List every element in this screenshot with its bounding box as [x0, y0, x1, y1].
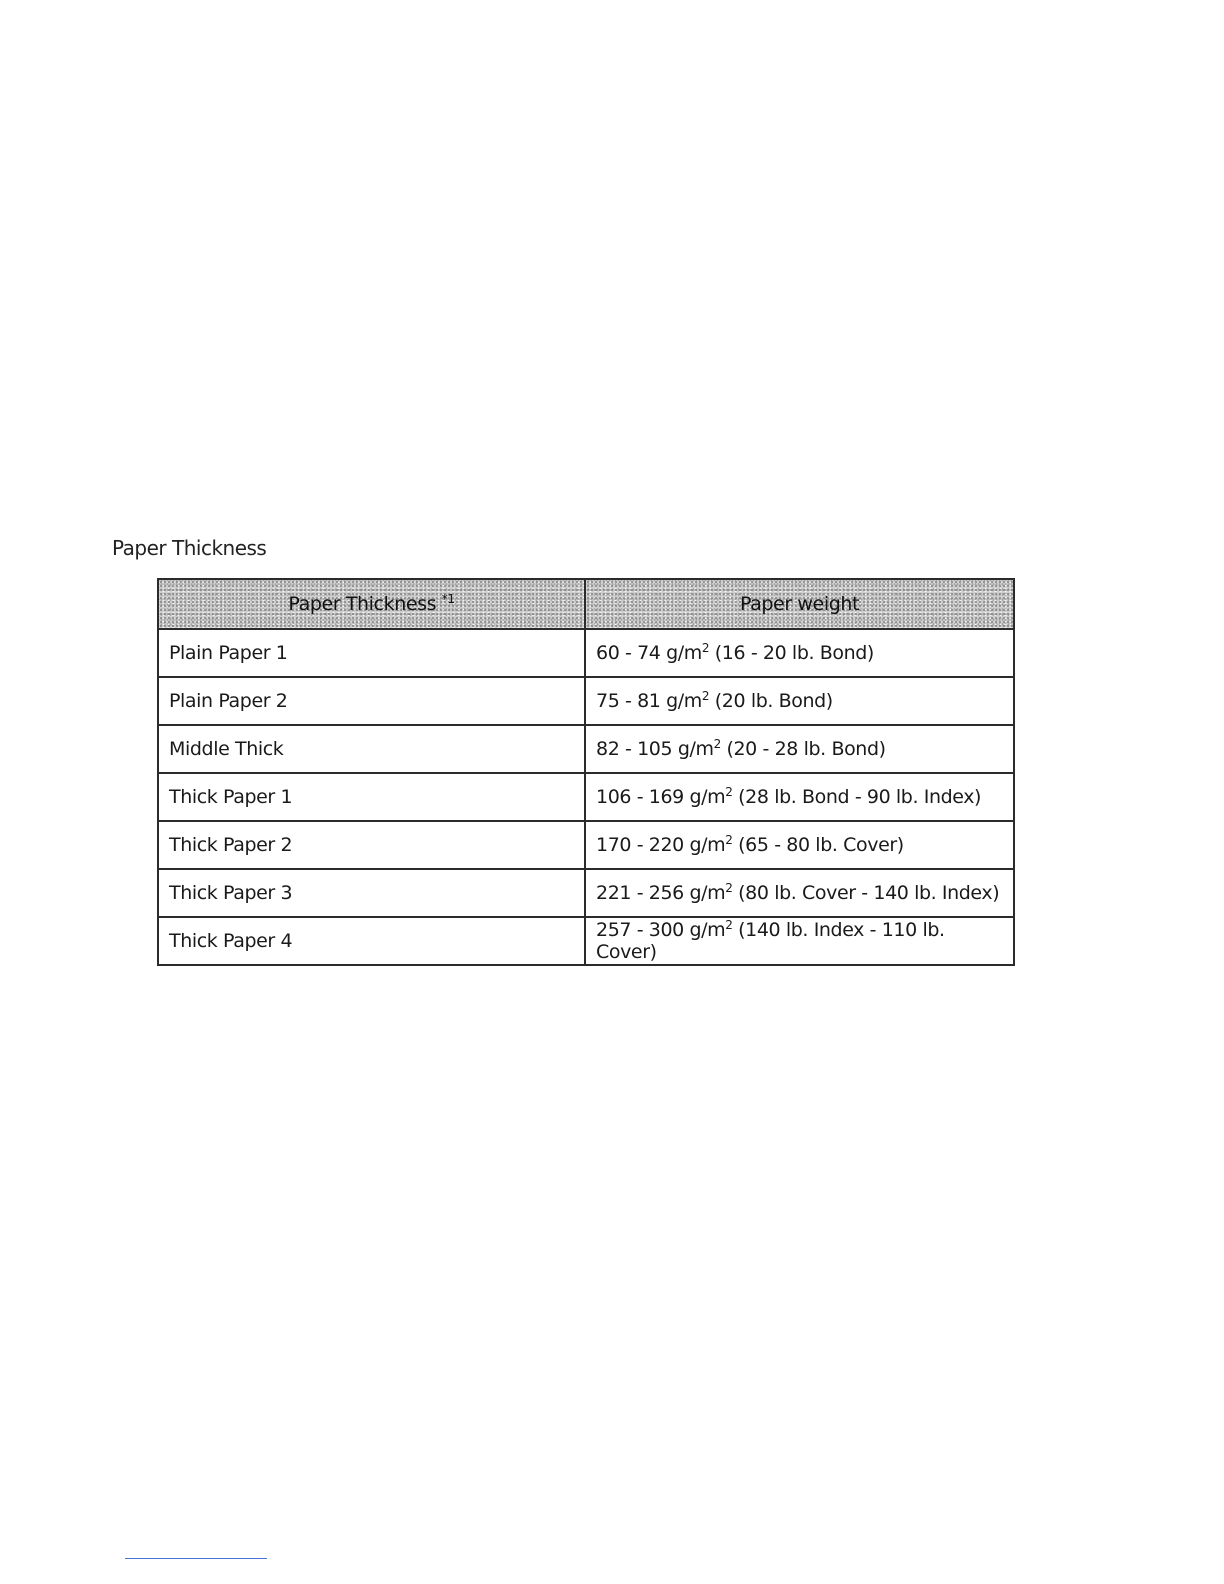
footnote-marker: *1 — [441, 592, 455, 606]
weight-cell — [585, 725, 1014, 773]
table-row — [158, 773, 1014, 821]
thickness-cell: Plain Paper 1 — [158, 629, 585, 677]
thickness-cell: Plain Paper 2 — [158, 677, 585, 725]
thickness-cell: Thick Paper 4 — [158, 917, 585, 965]
weight-value: 82 - 105 g/m — [596, 738, 714, 760]
footnote-separator — [125, 1558, 267, 1559]
column-header-paper-thickness — [158, 579, 585, 629]
weight-equivalent: (65 - 80 lb. Cover) — [732, 834, 904, 856]
weight-cell — [585, 773, 1014, 821]
weight-cell — [585, 677, 1014, 725]
thickness-cell: Middle Thick — [158, 725, 585, 773]
weight-cell — [585, 869, 1014, 917]
weight-exponent: 2 — [725, 785, 733, 799]
table-row — [158, 725, 1014, 773]
table-header-row — [158, 579, 1014, 629]
weight-exponent: 2 — [701, 689, 710, 703]
table-row — [158, 869, 1014, 917]
weight-value: 170 - 220 g/m — [596, 834, 726, 856]
weight-equivalent: (20 - 28 lb. Bond) — [720, 738, 886, 760]
weight-equivalent: (20 lb. Bond) — [709, 690, 833, 712]
column-header-label: Paper weight — [739, 593, 860, 615]
table-row — [158, 629, 1014, 677]
weight-cell — [585, 917, 1014, 965]
weight-value: 106 - 169 g/m — [596, 786, 726, 808]
weight-exponent: 2 — [725, 833, 733, 847]
weight-exponent: 2 — [701, 641, 710, 655]
weight-equivalent: (16 - 20 lb. Bond) — [709, 642, 874, 664]
weight-equivalent: (140 lb. Index - 110 lb. Cover) — [596, 919, 945, 963]
table-row — [158, 677, 1014, 725]
weight-exponent: 2 — [725, 918, 733, 932]
thickness-cell: Thick Paper 3 — [158, 869, 585, 917]
column-header-paper-weight — [585, 579, 1014, 629]
weight-value: 257 - 300 g/m — [596, 919, 726, 941]
weight-cell — [585, 821, 1014, 869]
table-row — [158, 821, 1014, 869]
weight-value: 221 - 256 g/m — [596, 882, 726, 904]
weight-cell — [585, 629, 1014, 677]
weight-exponent: 2 — [725, 881, 733, 895]
column-header-label: Paper Thickness — [288, 593, 437, 615]
weight-value: 60 - 74 g/m — [596, 642, 702, 664]
weight-equivalent: (28 lb. Bond - 90 lb. Index) — [732, 786, 982, 808]
thickness-cell: Thick Paper 1 — [158, 773, 585, 821]
paper-thickness-table — [157, 578, 1015, 966]
thickness-cell: Thick Paper 2 — [158, 821, 585, 869]
table-row — [158, 917, 1014, 965]
weight-exponent: 2 — [713, 737, 721, 751]
weight-equivalent: (80 lb. Cover - 140 lb. Index) — [732, 882, 1000, 904]
section-title: Paper Thickness — [112, 536, 267, 560]
weight-value: 75 - 81 g/m — [596, 690, 702, 712]
